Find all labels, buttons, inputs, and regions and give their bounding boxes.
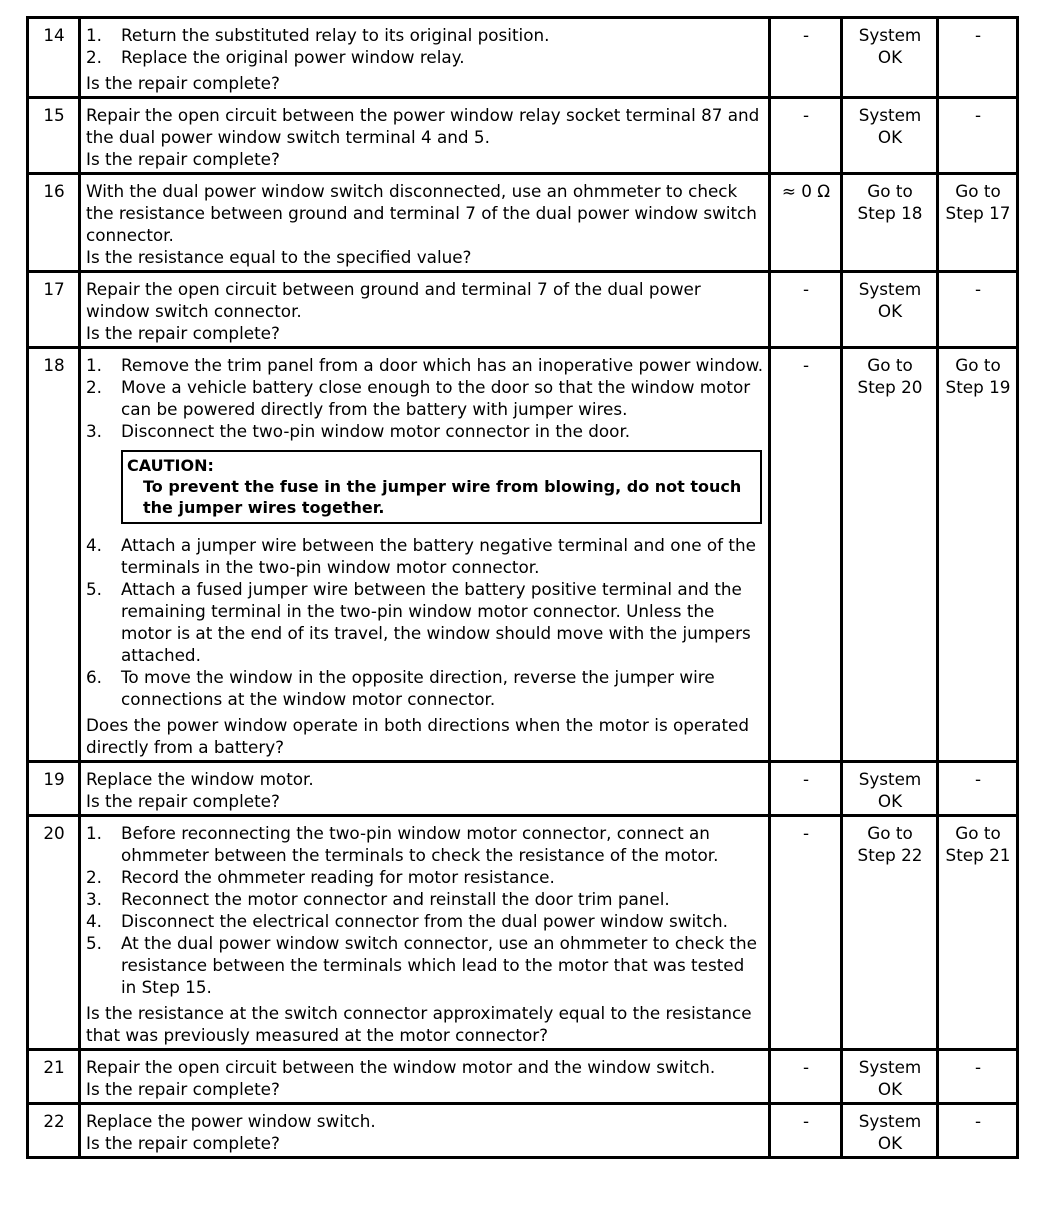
list-item: 5. Attach a fused jumper wire between the battery positive terminal and the remaining terminal in the two-pin window motor connector. Unless the motor is at the end of its travel, the window should move with the jumpers attached. xyxy=(86,579,751,665)
step-number: 21 xyxy=(28,1050,80,1104)
question: Is the repair complete? xyxy=(86,791,280,811)
no-cell: Go to Step 17 xyxy=(938,174,1018,272)
action-cell xyxy=(80,18,770,98)
question: Is the repair complete? xyxy=(86,73,280,93)
list-item: 5. At the dual power window switch connector, use an ohmmeter to check the resistance between the terminals which lead to the motor that was tested in Step 15. xyxy=(86,933,757,997)
value-cell: - xyxy=(770,348,842,762)
step-number: 17 xyxy=(28,272,80,348)
value-cell: - xyxy=(770,18,842,98)
list-item: 1. Before reconnecting the two-pin window motor connector, connect an ohmmeter between the terminals to check the resistance of the motor. xyxy=(86,823,719,865)
diagnostic-table xyxy=(26,16,1019,1159)
yes-cell: System OK xyxy=(842,1050,938,1104)
action-text: Replace the power window switch. xyxy=(86,1111,376,1131)
step-number: 14 xyxy=(28,18,80,98)
caution-text: To prevent the fuse in the jumper wire from blowing, do not touch the jumper wires together. xyxy=(143,477,742,517)
step-number: 19 xyxy=(28,762,80,816)
yes-cell: System OK xyxy=(842,272,938,348)
question: Is the repair complete? xyxy=(86,1133,280,1153)
table-row xyxy=(28,816,1018,1050)
action-text: Repair the open circuit between the power window relay socket terminal 87 and the dual power window switch terminal 4 and 5. xyxy=(86,105,760,147)
question: Is the repair complete? xyxy=(86,149,280,169)
value-cell: - xyxy=(770,816,842,1050)
list-item: 1. Return the substituted relay to its original position. xyxy=(86,25,550,45)
no-cell: - xyxy=(938,1050,1018,1104)
list-item: 6. To move the window in the opposite direction, reverse the jumper wire connections at the window motor connector. xyxy=(86,667,715,709)
step-number: 18 xyxy=(28,348,80,762)
action-text: Replace the window motor. xyxy=(86,769,314,789)
action-text: With the dual power window switch disconnected, use an ohmmeter to check the resistance between ground and terminal 7 of the dual power window switch connector. xyxy=(86,181,757,245)
caution-title: CAUTION: xyxy=(127,456,214,475)
step-number: 22 xyxy=(28,1104,80,1158)
question: Is the resistance at the switch connector approximately equal to the resistance that was previously measured at the motor connector? xyxy=(86,1003,752,1045)
table-row xyxy=(28,18,1018,98)
list-item: 4. Disconnect the electrical connector from the dual power window switch. xyxy=(86,911,728,931)
no-cell: Go to Step 21 xyxy=(938,816,1018,1050)
no-cell: - xyxy=(938,762,1018,816)
action-cell xyxy=(80,762,770,816)
action-cell xyxy=(80,272,770,348)
question: Is the resistance equal to the specified value? xyxy=(86,247,472,267)
yes-cell: Go to Step 20 xyxy=(842,348,938,762)
no-cell: Go to Step 19 xyxy=(938,348,1018,762)
list-item: 2. Move a vehicle battery close enough to the door so that the window motor can be powered directly from the battery with jumper wires. xyxy=(86,377,751,419)
no-cell: - xyxy=(938,18,1018,98)
yes-cell: System OK xyxy=(842,762,938,816)
action-cell xyxy=(80,174,770,272)
yes-cell: System OK xyxy=(842,18,938,98)
yes-cell: System OK xyxy=(842,98,938,174)
question: Does the power window operate in both directions when the motor is operated directly from a battery? xyxy=(86,715,749,757)
action-cell xyxy=(80,348,770,762)
step-number: 16 xyxy=(28,174,80,272)
action-text: Repair the open circuit between the window motor and the window switch. xyxy=(86,1057,716,1077)
list-item: 3. Disconnect the two-pin window motor connector in the door. xyxy=(86,421,631,441)
list-item: 4. Attach a jumper wire between the battery negative terminal and one of the terminals in the two-pin window motor connector. xyxy=(86,535,756,577)
no-cell: - xyxy=(938,1104,1018,1158)
action-cell xyxy=(80,1104,770,1158)
value-cell: - xyxy=(770,1050,842,1104)
value-cell: ≈ 0 Ω xyxy=(770,174,842,272)
no-cell: - xyxy=(938,272,1018,348)
list-item: 2. Replace the original power window relay. xyxy=(86,47,465,67)
table-row xyxy=(28,174,1018,272)
step-number: 20 xyxy=(28,816,80,1050)
action-cell xyxy=(80,1050,770,1104)
step-number: 15 xyxy=(28,98,80,174)
yes-cell: System OK xyxy=(842,1104,938,1158)
action-cell xyxy=(80,98,770,174)
value-cell: - xyxy=(770,762,842,816)
yes-cell: Go to Step 22 xyxy=(842,816,938,1050)
table-row xyxy=(28,1104,1018,1158)
value-cell: - xyxy=(770,98,842,174)
question: Is the repair complete? xyxy=(86,323,280,343)
no-cell: - xyxy=(938,98,1018,174)
yes-cell: Go to Step 18 xyxy=(842,174,938,272)
table-row xyxy=(28,1050,1018,1104)
action-text: Repair the open circuit between ground and terminal 7 of the dual power window switch connector. xyxy=(86,279,701,321)
list-item: 3. Reconnect the motor connector and reinstall the door trim panel. xyxy=(86,889,670,909)
table-row xyxy=(28,98,1018,174)
value-cell: - xyxy=(770,272,842,348)
list-item: 2. Record the ohmmeter reading for motor resistance. xyxy=(86,867,555,887)
action-cell xyxy=(80,816,770,1050)
table-row xyxy=(28,272,1018,348)
value-cell: - xyxy=(770,1104,842,1158)
list-item: 1. Remove the trim panel from a door which has an inoperative power window. xyxy=(86,355,764,375)
table-row xyxy=(28,762,1018,816)
question: Is the repair complete? xyxy=(86,1079,280,1099)
table-row xyxy=(28,348,1018,762)
caution-box xyxy=(121,450,762,524)
